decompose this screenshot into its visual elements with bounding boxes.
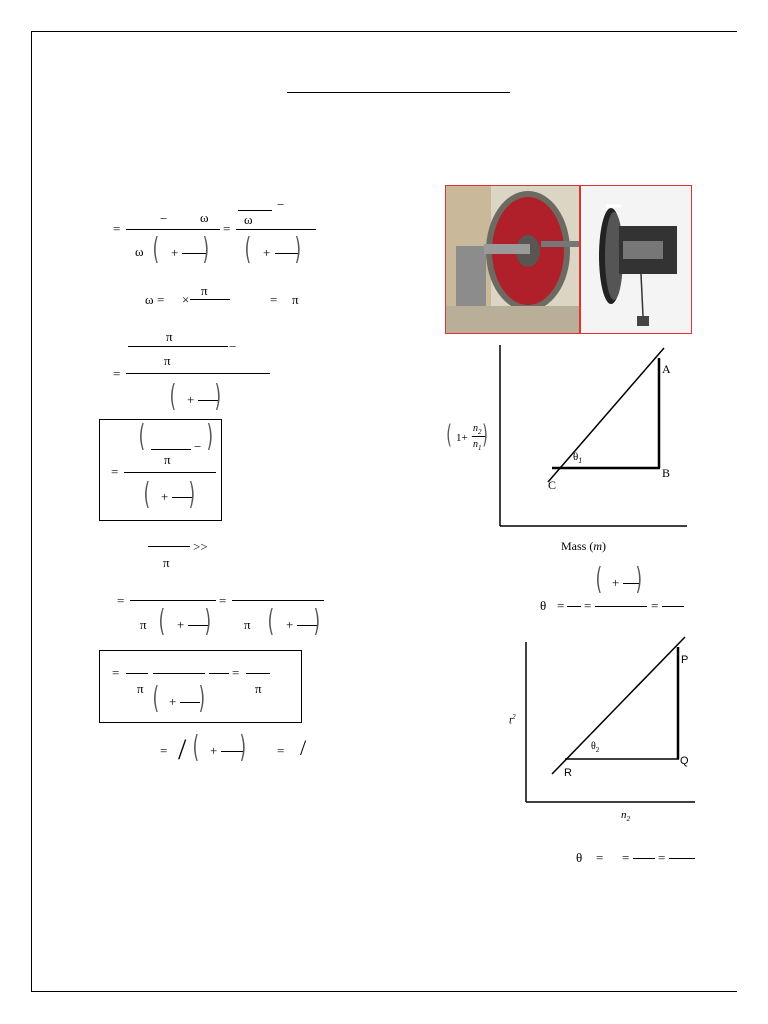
pi-symbol: π bbox=[164, 353, 171, 368]
y-label-right-paren: ) bbox=[482, 420, 488, 450]
right-paren: ) bbox=[204, 604, 212, 639]
fraction-bar bbox=[246, 673, 270, 674]
left-paren: ( bbox=[158, 604, 166, 639]
eq-sign: = bbox=[651, 598, 659, 613]
pi-symbol: π bbox=[201, 283, 208, 298]
eq-sign: = bbox=[622, 850, 630, 865]
fraction-bar bbox=[669, 858, 695, 859]
fraction-bar bbox=[236, 229, 316, 230]
right-paren: ) bbox=[313, 604, 321, 639]
minus-sign: − bbox=[277, 197, 285, 212]
point-b-label: B bbox=[662, 466, 671, 480]
fraction-bar bbox=[238, 210, 272, 211]
x-axis-label: $n_2$ bbox=[621, 809, 630, 824]
right-paren: ) bbox=[214, 379, 222, 414]
y-label-left-paren: ( bbox=[446, 420, 452, 450]
y-axis-label-num: $n_2$ bbox=[473, 423, 482, 436]
angle-theta1-label: $\theta_1$ bbox=[573, 451, 583, 466]
eq-sign: = bbox=[277, 743, 285, 758]
much-greater-sign: >> bbox=[193, 539, 208, 554]
angle-theta2-label: $\theta_2$ bbox=[591, 741, 600, 754]
right-paren: ) bbox=[635, 562, 643, 597]
eq-sign: = bbox=[157, 292, 165, 307]
graph-1 bbox=[440, 340, 700, 560]
left-paren: ( bbox=[169, 379, 177, 414]
eq-sign: = bbox=[160, 743, 168, 758]
eq-sign: = bbox=[584, 598, 592, 613]
eq-sign: = bbox=[232, 665, 240, 680]
fraction-bar bbox=[595, 606, 647, 607]
point-r-label: R bbox=[564, 767, 572, 779]
fraction-bar bbox=[151, 449, 191, 450]
eq-sign: = bbox=[117, 593, 125, 608]
graph-2 bbox=[505, 630, 700, 825]
x-axis-label: Mass (m) bbox=[561, 539, 607, 553]
theta-symbol: θ bbox=[540, 598, 547, 613]
graph-2-svg bbox=[505, 630, 700, 825]
plus-sign: + bbox=[177, 617, 185, 632]
best-fit-line bbox=[552, 637, 685, 774]
omega-symbol: ω bbox=[244, 212, 253, 227]
slash-sign: / bbox=[300, 735, 307, 760]
theta-symbol: θ bbox=[576, 850, 583, 865]
minus-sign: − bbox=[229, 339, 237, 354]
best-fit-line bbox=[548, 348, 664, 482]
y-axis-label-den: $n_1$ bbox=[473, 439, 482, 452]
right-paren: ) bbox=[202, 232, 210, 267]
plus-sign: + bbox=[169, 694, 177, 709]
right-paren: ) bbox=[188, 477, 196, 512]
plus-sign: + bbox=[187, 392, 195, 407]
left-paren: ( bbox=[152, 681, 160, 716]
omega-symbol: ω bbox=[200, 210, 209, 225]
title-underline bbox=[287, 92, 510, 93]
plus-sign: + bbox=[171, 245, 179, 260]
left-paren: ( bbox=[595, 562, 603, 597]
minus-sign: − bbox=[160, 211, 168, 226]
eq-sign: = bbox=[111, 464, 119, 479]
plus-sign: + bbox=[161, 489, 169, 504]
right-paren: ) bbox=[239, 730, 247, 765]
fraction-bar bbox=[153, 673, 205, 674]
flywheel-diagram-photo bbox=[580, 185, 692, 334]
plus-sign: + bbox=[612, 575, 620, 590]
fraction-bar bbox=[662, 606, 684, 607]
plus-sign: + bbox=[286, 617, 294, 632]
eq-sign: = bbox=[223, 221, 231, 236]
eq-sign: = bbox=[557, 598, 565, 613]
slash-sign: / bbox=[178, 733, 187, 766]
fraction-bar bbox=[190, 299, 230, 300]
flywheel-drawing bbox=[581, 186, 692, 334]
pi-symbol: π bbox=[140, 617, 147, 632]
eq-sign: = bbox=[219, 593, 227, 608]
fraction-bar bbox=[124, 472, 216, 473]
fraction-bar bbox=[232, 600, 324, 601]
fraction-bar bbox=[128, 346, 228, 347]
omega-symbol: ω bbox=[135, 244, 144, 259]
pi-symbol: π bbox=[292, 292, 299, 307]
pi-symbol: π bbox=[166, 329, 173, 344]
pi-symbol: π bbox=[255, 681, 262, 696]
fraction-bar bbox=[126, 673, 148, 674]
fraction-bar bbox=[567, 606, 581, 607]
flywheel-photo bbox=[445, 185, 580, 334]
plus-sign: + bbox=[263, 245, 271, 260]
left-paren: ( bbox=[152, 232, 160, 267]
point-a-label: A bbox=[662, 362, 671, 376]
eq-sign: = bbox=[113, 221, 121, 236]
eq-sign: = bbox=[596, 850, 604, 865]
eq-sign: = bbox=[112, 665, 120, 680]
plus-sign: + bbox=[210, 743, 218, 758]
y-axis-label: $t^2$ bbox=[509, 713, 516, 727]
fraction-bar bbox=[148, 546, 190, 547]
eq-sign: = bbox=[270, 292, 278, 307]
fraction-bar bbox=[633, 858, 655, 859]
left-paren: ( bbox=[143, 477, 151, 512]
right-paren: ) bbox=[198, 681, 206, 716]
point-q-label: Q bbox=[680, 755, 689, 767]
flywheel-image bbox=[446, 186, 580, 334]
left-paren: ( bbox=[244, 232, 252, 267]
point-p-label: P bbox=[681, 654, 689, 666]
pi-symbol: π bbox=[164, 452, 171, 467]
left-paren: ( bbox=[192, 730, 200, 765]
eq-sign: = bbox=[658, 850, 666, 865]
times-sign: × bbox=[182, 292, 190, 307]
right-paren: ) bbox=[294, 232, 302, 267]
right-paren: ) bbox=[206, 419, 214, 454]
left-paren: ( bbox=[138, 419, 146, 454]
fraction-bar bbox=[180, 702, 200, 703]
left-paren: ( bbox=[267, 604, 275, 639]
fraction-bar bbox=[130, 600, 216, 601]
eq-sign: = bbox=[113, 366, 121, 381]
pi-symbol: π bbox=[163, 555, 170, 570]
fraction-bar bbox=[126, 229, 220, 230]
pi-symbol: π bbox=[244, 617, 251, 632]
minus-sign: − bbox=[194, 439, 202, 454]
fraction-bar bbox=[209, 673, 229, 674]
point-c-label: C bbox=[548, 478, 557, 492]
omega-symbol: ω bbox=[145, 292, 154, 307]
fraction-bar bbox=[126, 373, 270, 374]
pi-symbol: π bbox=[137, 681, 144, 696]
y-axis-label-prefix: 1+ bbox=[456, 432, 468, 444]
